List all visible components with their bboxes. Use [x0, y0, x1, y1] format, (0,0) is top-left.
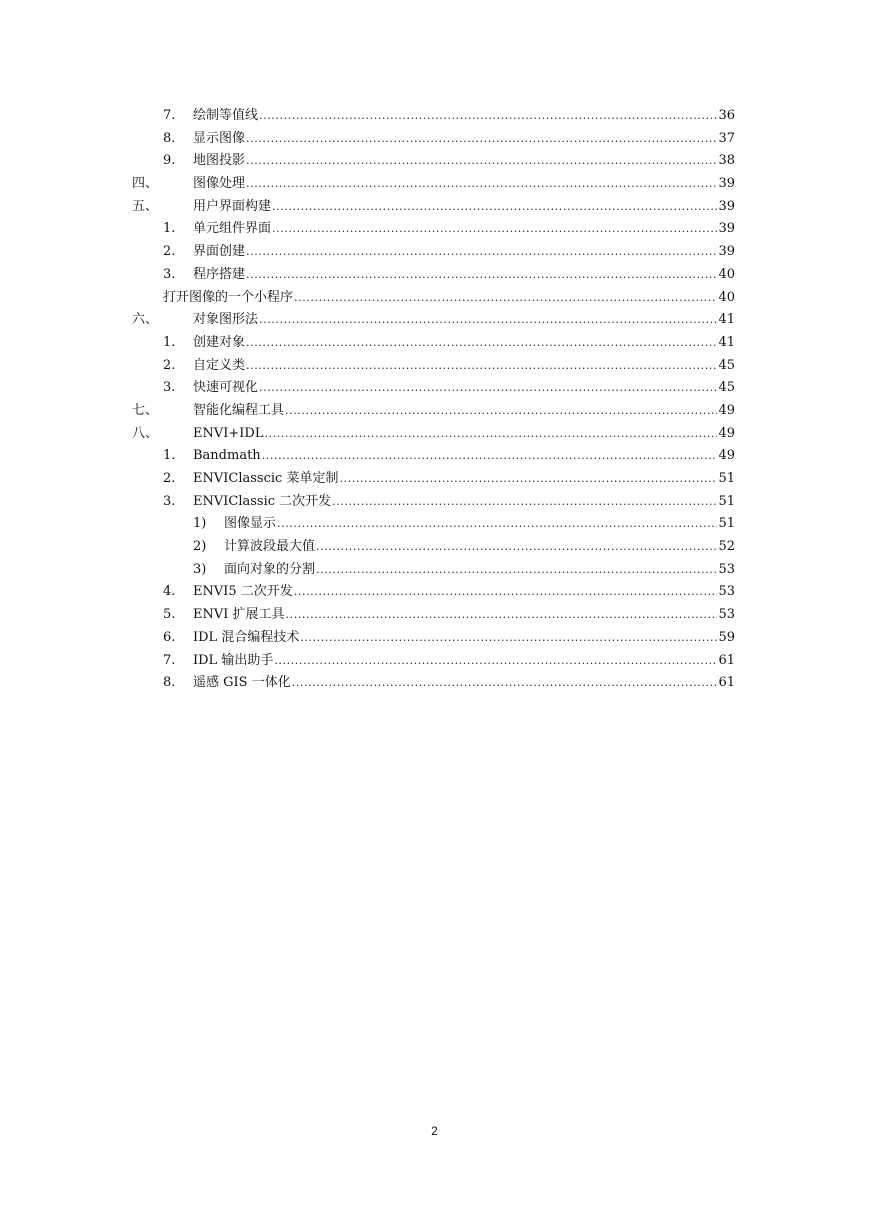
- toc-page-number: 49: [718, 425, 735, 441]
- toc-number: 4.: [163, 584, 176, 600]
- toc-row[interactable]: [0, 196, 869, 219]
- toc-entry-link[interactable]: [193, 218, 735, 241]
- toc-number: 7.: [163, 108, 176, 123]
- toc-entry-link[interactable]: [224, 513, 735, 536]
- toc-title: IDL 混合编程技术: [193, 629, 300, 645]
- toc-number: 2.: [163, 471, 176, 486]
- toc-page-number: 61: [718, 652, 735, 668]
- toc-dot-leader: [294, 287, 717, 310]
- toc-page-number: 36: [718, 108, 735, 123]
- toc-dot-leader: [272, 196, 717, 219]
- toc-number: 七、: [132, 402, 159, 418]
- toc-dot-leader: [246, 150, 717, 173]
- toc-row[interactable]: [0, 150, 869, 173]
- toc-title: 图像处理: [193, 176, 246, 192]
- toc-entry-link[interactable]: [193, 627, 735, 650]
- toc-page-number: 39: [718, 198, 735, 214]
- toc-number: 6.: [163, 629, 176, 645]
- toc-number: 五、: [132, 198, 159, 214]
- toc-page-number: 53: [718, 584, 735, 600]
- toc-dot-leader: [300, 627, 717, 650]
- toc-page-number: 40: [718, 266, 735, 282]
- toc-dot-leader: [339, 468, 717, 491]
- toc-dot-leader: [277, 513, 717, 536]
- toc-number: 八、: [132, 425, 159, 441]
- toc-entry-link[interactable]: [193, 241, 735, 264]
- toc-dot-leader: [292, 672, 718, 695]
- toc-page-number: 40: [718, 289, 735, 305]
- toc-entry-link[interactable]: [193, 604, 735, 627]
- toc-title: Bandmath: [193, 448, 261, 464]
- toc-number: 1.: [163, 221, 176, 237]
- toc-entry-link[interactable]: [193, 581, 735, 604]
- toc-row[interactable]: [0, 604, 869, 627]
- toc-row[interactable]: [0, 445, 869, 468]
- toc-entry-link[interactable]: [193, 196, 735, 219]
- toc-entry-link[interactable]: [224, 536, 735, 559]
- toc-dot-leader: [316, 559, 717, 582]
- toc-row[interactable]: [0, 377, 869, 400]
- toc-row[interactable]: [0, 627, 869, 650]
- toc-page-number: 39: [718, 244, 735, 260]
- toc-entry-link[interactable]: [193, 468, 735, 491]
- toc-title: 对象图形法: [193, 312, 259, 328]
- toc-dot-leader: [246, 241, 717, 264]
- toc-title: 显示图像: [193, 130, 246, 146]
- toc-row[interactable]: [0, 423, 869, 446]
- toc-title: ENVIClasscic 菜单定制: [193, 471, 339, 486]
- toc-row[interactable]: [0, 355, 869, 378]
- toc-dot-leader: [264, 423, 717, 446]
- toc-title: IDL 输出助手: [193, 652, 274, 668]
- toc-entry-link[interactable]: [193, 423, 735, 446]
- toc-row[interactable]: [0, 513, 869, 536]
- toc-number: 1.: [163, 448, 176, 464]
- toc-page-number: 39: [718, 176, 735, 192]
- toc-dot-leader: [332, 491, 717, 514]
- toc-page-number: 45: [718, 357, 735, 373]
- toc-title: ENVIClassic 二次开发: [193, 493, 332, 509]
- toc-row[interactable]: [0, 241, 869, 264]
- toc-row[interactable]: [0, 491, 869, 514]
- page-number: 2: [431, 1124, 438, 1138]
- toc-entry-link[interactable]: [193, 128, 735, 151]
- toc-row[interactable]: [0, 264, 869, 287]
- toc-title: 打开图像的一个小程序: [163, 289, 294, 305]
- toc-title: ENVI5 二次开发: [193, 584, 293, 600]
- toc-title: 地图投影: [193, 153, 246, 169]
- toc-title: ENVI 扩展工具: [193, 607, 285, 623]
- toc-title: 计算波段最大值: [224, 539, 316, 555]
- toc-title: 智能化编程工具: [193, 402, 285, 418]
- toc-page-number: 51: [718, 493, 735, 509]
- toc-entry-link[interactable]: [193, 309, 735, 332]
- toc-row[interactable]: [0, 581, 869, 604]
- toc-row[interactable]: [0, 332, 869, 355]
- toc-title: 面向对象的分割: [224, 561, 316, 577]
- toc-number: 3.: [163, 266, 176, 282]
- toc-dot-leader: [316, 536, 717, 559]
- toc-row[interactable]: [0, 672, 869, 695]
- toc-row[interactable]: [0, 173, 869, 196]
- toc-title: 单元组件界面: [193, 221, 272, 237]
- toc-dot-leader: [246, 173, 717, 196]
- toc-row[interactable]: [0, 536, 869, 559]
- toc-entry-link[interactable]: [193, 355, 735, 378]
- toc-entry-link[interactable]: [193, 650, 735, 673]
- toc-page-number: 49: [718, 448, 735, 464]
- toc-number: 8.: [163, 675, 176, 691]
- toc-dot-leader: [246, 264, 717, 287]
- toc-row[interactable]: [0, 287, 869, 310]
- toc-number: 3.: [163, 380, 176, 396]
- toc-entry-link[interactable]: [193, 400, 735, 423]
- toc-number: 8.: [163, 130, 176, 146]
- toc-number: 1.: [163, 334, 176, 350]
- toc-page-number: 59: [718, 629, 735, 645]
- toc-dot-leader: [272, 218, 717, 241]
- toc-title: 绘制等值线: [193, 108, 259, 123]
- toc-entry-link[interactable]: [193, 491, 735, 514]
- toc-entry-link[interactable]: [193, 173, 735, 196]
- toc-number: 2.: [163, 357, 176, 373]
- toc-entry-link[interactable]: [193, 332, 735, 355]
- toc-dot-leader: [246, 128, 717, 151]
- toc-title: 图像显示: [224, 516, 277, 532]
- toc-page-number: 49: [718, 402, 735, 418]
- toc-title: 自定义类: [193, 357, 246, 373]
- toc-page-number: 39: [718, 221, 735, 237]
- toc-dot-leader: [285, 400, 717, 423]
- toc-title: 快速可视化: [193, 380, 259, 396]
- toc-row[interactable]: [0, 105, 869, 128]
- toc-dot-leader: [246, 355, 717, 378]
- toc-title: 用户界面构建: [193, 198, 272, 214]
- toc-row[interactable]: [0, 128, 869, 151]
- toc-dot-leader: [262, 445, 718, 468]
- toc-page-number: 38: [718, 153, 735, 169]
- toc-row[interactable]: [0, 650, 869, 673]
- toc-number: 四、: [132, 176, 159, 192]
- toc-number: 5.: [163, 607, 176, 623]
- toc-dot-leader: [274, 650, 717, 673]
- toc-number: 2.: [163, 244, 176, 260]
- toc-title: 界面创建: [193, 244, 246, 260]
- table-of-contents: [0, 105, 869, 695]
- toc-number: 2): [193, 539, 207, 555]
- toc-title: 遥感 GIS 一体化: [193, 675, 291, 691]
- toc-title: ENVI+IDL: [193, 425, 264, 441]
- toc-dot-leader: [259, 377, 717, 400]
- toc-page-number: 41: [718, 312, 735, 328]
- toc-page-number: 53: [718, 607, 735, 623]
- toc-entry-link[interactable]: [193, 264, 735, 287]
- toc-title: 程序搭建: [193, 266, 246, 282]
- toc-page-number: 53: [718, 561, 735, 577]
- toc-entry-link[interactable]: [193, 150, 735, 173]
- toc-dot-leader: [294, 581, 718, 604]
- toc-page-number: 52: [718, 539, 735, 555]
- toc-page-number: 37: [718, 130, 735, 146]
- toc-number: 9.: [163, 153, 176, 169]
- toc-title: 创建对象: [193, 334, 246, 350]
- toc-dot-leader: [246, 332, 717, 355]
- toc-entry-link[interactable]: [193, 445, 735, 468]
- toc-row[interactable]: [0, 400, 869, 423]
- toc-entry-link[interactable]: [224, 559, 735, 582]
- toc-page-number: 51: [718, 471, 735, 486]
- toc-number: 3.: [163, 493, 176, 509]
- toc-row[interactable]: [0, 559, 869, 582]
- toc-entry-link[interactable]: [193, 105, 735, 128]
- toc-page-number: 41: [718, 334, 735, 350]
- toc-entry-link[interactable]: [193, 377, 735, 400]
- toc-row[interactable]: [0, 218, 869, 241]
- toc-number: 1): [193, 516, 207, 532]
- toc-number: 7.: [163, 652, 176, 668]
- toc-dot-leader: [259, 309, 717, 332]
- toc-page-number: 51: [718, 516, 735, 532]
- toc-dot-leader: [259, 105, 717, 128]
- toc-page-number: 45: [718, 380, 735, 396]
- toc-entry-link[interactable]: [163, 287, 735, 310]
- toc-entry-link[interactable]: [193, 672, 735, 695]
- toc-dot-leader: [286, 604, 718, 627]
- toc-row[interactable]: [0, 468, 869, 491]
- toc-number: 六、: [132, 312, 159, 328]
- toc-row[interactable]: [0, 309, 869, 332]
- toc-page-number: 61: [718, 675, 735, 691]
- toc-number: 3): [193, 561, 207, 577]
